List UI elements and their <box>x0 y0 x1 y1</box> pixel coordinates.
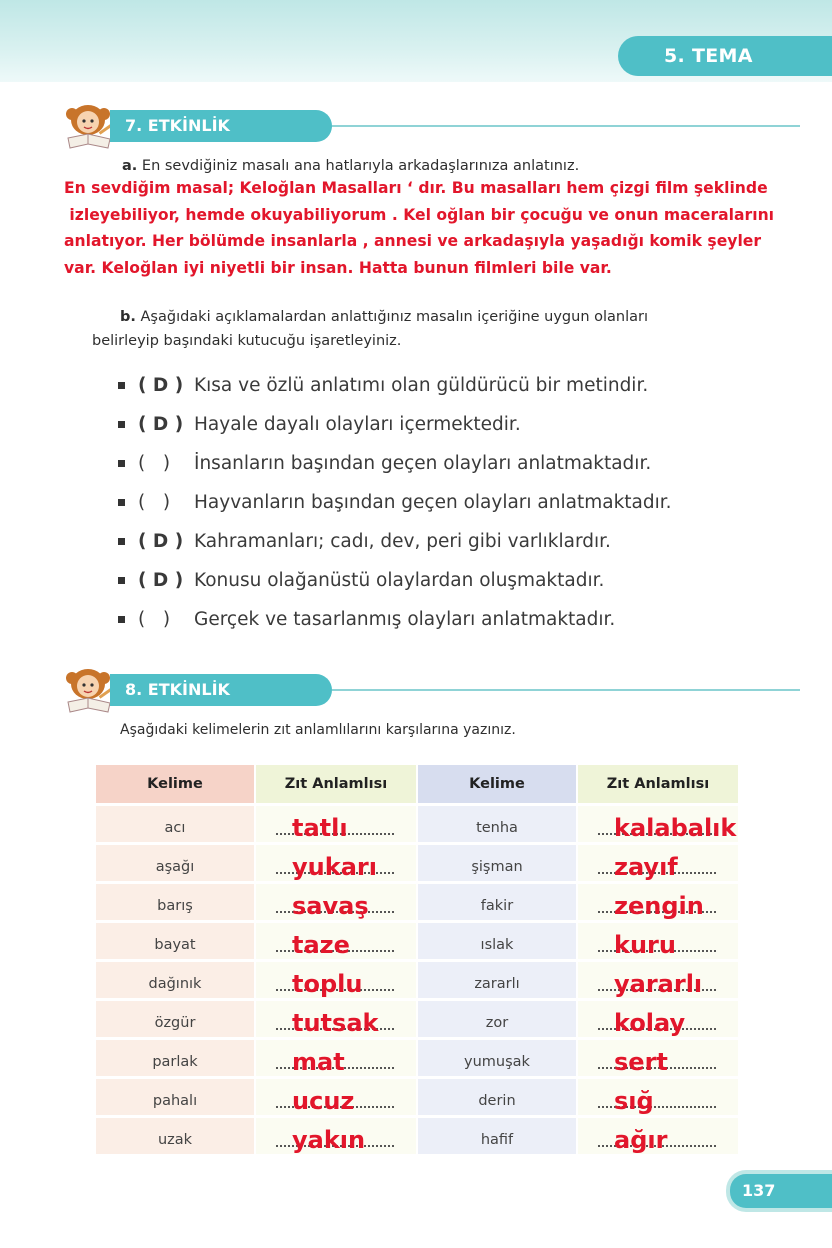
checklist-item <box>118 483 778 522</box>
bullet-icon <box>118 499 125 506</box>
handwritten-antonym: kolay <box>614 1009 686 1037</box>
col-header-antonym: Zıt Anlamlısı <box>256 765 416 803</box>
word-cell: ıslak <box>418 923 576 959</box>
question-b-cont: belirleyip başındaki kutucuğu işaretleyiniz. <box>92 333 402 349</box>
word-cell: tenha <box>418 806 576 842</box>
antonym-table <box>94 762 740 1157</box>
word-cell: pahalı <box>96 1079 254 1115</box>
checklist-item <box>118 405 778 444</box>
table-row <box>96 1001 738 1037</box>
handwritten-antonym: zayıf <box>614 853 678 881</box>
handwritten-antonym: tatlı <box>292 814 348 842</box>
checklist-item <box>118 600 778 639</box>
handwritten-antonym: ucuz <box>292 1087 355 1115</box>
bullet-icon <box>118 577 125 584</box>
checkbox-mark[interactable]: ( ) <box>138 492 171 513</box>
answer-blank[interactable] <box>256 962 416 998</box>
checklist <box>118 366 778 639</box>
question-b <box>120 305 648 329</box>
bullet-icon <box>118 538 125 545</box>
bullet-icon <box>118 382 125 389</box>
handwritten-antonym: taze <box>292 931 350 959</box>
answer-blank[interactable] <box>578 962 738 998</box>
header-divider <box>332 125 800 127</box>
answer-blank[interactable] <box>256 1079 416 1115</box>
bullet-icon <box>118 460 125 467</box>
bullet-icon <box>118 421 125 428</box>
answer-blank[interactable] <box>578 1079 738 1115</box>
checkbox-mark[interactable]: ( D ) <box>138 414 184 435</box>
item-text: Kısa ve özlü anlatımı olan güldürücü bir metindir. <box>194 375 649 396</box>
answer-blank[interactable] <box>256 806 416 842</box>
handwritten-antonym: ağır <box>614 1126 668 1154</box>
table-row <box>96 1040 738 1076</box>
word-cell: özgür <box>96 1001 254 1037</box>
header-divider <box>332 689 800 691</box>
answer-blank[interactable] <box>578 806 738 842</box>
word-cell: bayat <box>96 923 254 959</box>
handwritten-antonym: sert <box>614 1048 668 1076</box>
word-cell: acı <box>96 806 254 842</box>
answer-blank[interactable] <box>578 1118 738 1154</box>
table-row <box>96 806 738 842</box>
handwritten-antonym: toplu <box>292 970 363 998</box>
item-text: Konusu olağanüstü olaylardan oluşmaktadır. <box>194 570 605 591</box>
answer-blank[interactable] <box>256 1118 416 1154</box>
checkbox-mark[interactable]: ( D ) <box>138 375 184 396</box>
checklist-item <box>118 522 778 561</box>
table-row <box>96 923 738 959</box>
activity-8-title: 8. ETKİNLİK <box>110 674 332 706</box>
word-cell: dağınık <box>96 962 254 998</box>
bullet-icon <box>118 616 125 623</box>
activity-7-header <box>58 98 758 148</box>
word-cell: aşağı <box>96 845 254 881</box>
word-cell: şişman <box>418 845 576 881</box>
handwritten-antonym: yukarı <box>292 853 377 881</box>
handwritten-antonym: savaş <box>292 892 369 920</box>
answer-blank[interactable] <box>256 1040 416 1076</box>
word-cell: zararlı <box>418 962 576 998</box>
table-row <box>96 1118 738 1154</box>
handwritten-antonym: sığ <box>614 1087 654 1115</box>
handwritten-antonym: kuru <box>614 931 676 959</box>
answer-blank[interactable] <box>578 1040 738 1076</box>
answer-blank[interactable] <box>578 845 738 881</box>
item-text: Hayvanların başından geçen olayları anlatmaktadır. <box>194 492 672 513</box>
word-cell: yumuşak <box>418 1040 576 1076</box>
checkbox-mark[interactable]: ( D ) <box>138 570 184 591</box>
answer-blank[interactable] <box>578 923 738 959</box>
page-number: 137 <box>726 1170 832 1212</box>
theme-tab: 5. TEMA <box>618 36 832 76</box>
word-cell: derin <box>418 1079 576 1115</box>
activity-7-title: 7. ETKİNLİK <box>110 110 332 142</box>
word-cell: parlak <box>96 1040 254 1076</box>
checkbox-mark[interactable]: ( ) <box>138 609 171 630</box>
activity-8-header <box>58 662 758 712</box>
answer-blank[interactable] <box>256 923 416 959</box>
word-cell: zor <box>418 1001 576 1037</box>
word-cell: fakir <box>418 884 576 920</box>
table-row <box>96 845 738 881</box>
question-a-text: En sevdiğiniz masalı ana hatlarıyla arkadaşlarınıza anlatınız. <box>141 158 580 174</box>
handwritten-answer <box>64 175 824 281</box>
answer-line: En sevdiğim masal; Keloğlan Masalları ‘ dır. Bu masalları hem çizgi film şeklinde <box>64 179 768 197</box>
answer-blank[interactable] <box>256 845 416 881</box>
item-text: Hayale dayalı olayları içermektedir. <box>194 414 521 435</box>
col-header-word: Kelime <box>96 765 254 803</box>
answer-blank[interactable] <box>578 884 738 920</box>
item-text: İnsanların başından geçen olayları anlatmaktadır. <box>194 453 652 474</box>
table-row <box>96 1079 738 1115</box>
handwritten-antonym: zengin <box>614 892 704 920</box>
handwritten-antonym: kalabalık <box>614 814 737 842</box>
answer-line: var. Keloğlan iyi niyetli bir insan. Hatta bunun filmleri bile var. <box>64 258 612 277</box>
word-cell: hafif <box>418 1118 576 1154</box>
word-cell: uzak <box>96 1118 254 1154</box>
checkbox-mark[interactable]: ( D ) <box>138 531 184 552</box>
answer-blank[interactable] <box>256 1001 416 1037</box>
answer-blank[interactable] <box>578 1001 738 1037</box>
activity-8-instruction: Aşağıdaki kelimelerin zıt anlamlılarını karşılarına yazınız. <box>120 722 516 738</box>
question-a-letter: a. <box>122 158 138 174</box>
answer-line: anlatıyor. Her bölümde insanlarla , annesi ve arkadaşıyla yaşadığı komik şeyler <box>64 232 762 250</box>
item-text: Gerçek ve tasarlanmış olayları anlatmaktadır. <box>194 609 616 630</box>
item-text: Kahramanları; cadı, dev, peri gibi varlıklardır. <box>194 531 611 552</box>
checklist-item <box>118 444 778 483</box>
handwritten-antonym: mat <box>292 1048 345 1076</box>
question-b-letter: b. <box>120 309 136 325</box>
table-row <box>96 884 738 920</box>
handwritten-antonym: tutsak <box>292 1009 379 1037</box>
word-cell: barış <box>96 884 254 920</box>
handwritten-antonym: yakın <box>292 1126 366 1154</box>
answer-line: izleyebiliyor, hemde okuyabiliyorum . Kel oğlan bir çocuğu ve onun maceralarını <box>64 205 775 224</box>
answer-blank[interactable] <box>256 884 416 920</box>
checklist-item <box>118 561 778 600</box>
col-header-antonym: Zıt Anlamlısı <box>578 765 738 803</box>
handwritten-antonym: yararlı <box>614 970 703 998</box>
question-b-line1: Aşağıdaki açıklamalardan anlattığınız masalın içeriğine uygun olanları <box>140 309 649 325</box>
table-row <box>96 962 738 998</box>
checkbox-mark[interactable]: ( ) <box>138 453 171 474</box>
checklist-item <box>118 366 778 405</box>
col-header-word: Kelime <box>418 765 576 803</box>
